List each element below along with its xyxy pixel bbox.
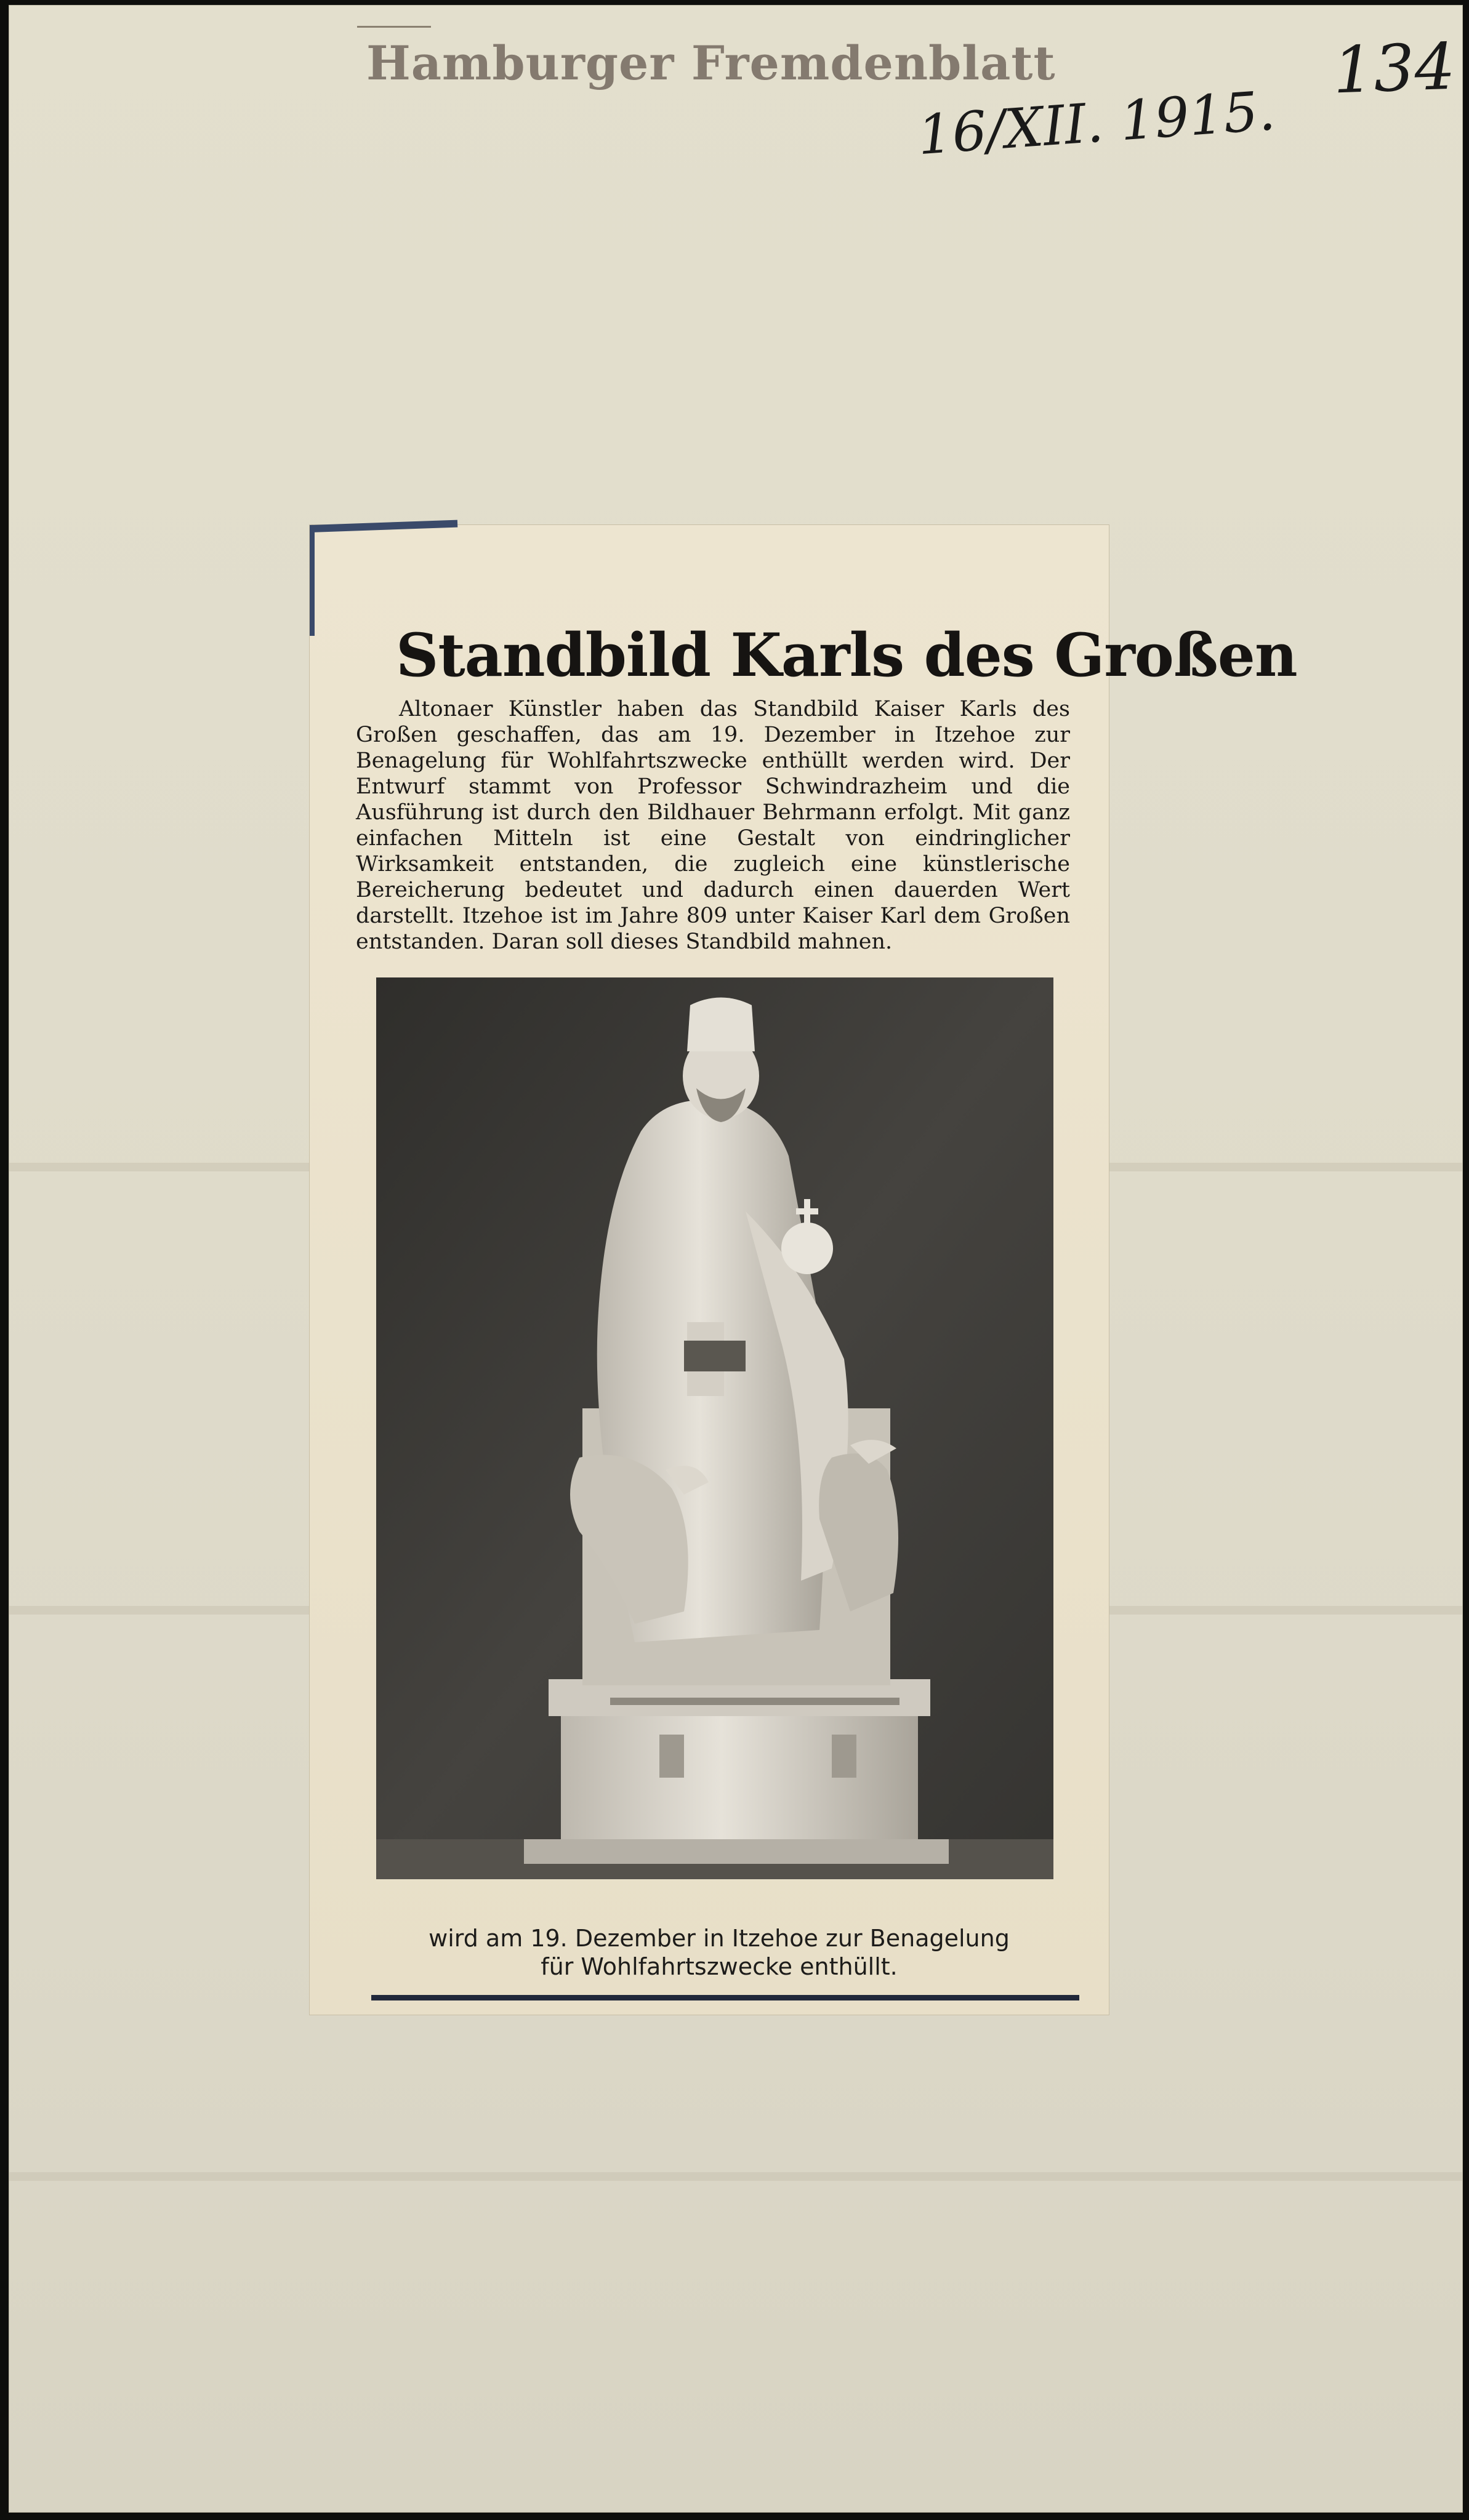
stamp-rule xyxy=(357,26,431,28)
newspaper-clipping xyxy=(310,525,1297,2015)
article-headline: Standbild Karls des Großen xyxy=(396,620,1297,690)
statue-photo xyxy=(376,977,1053,1879)
caption-line: für Wohlfahrtszwecke enthüllt. xyxy=(541,1953,898,1980)
statue-image xyxy=(376,977,1053,1879)
caption-rule xyxy=(371,1995,1079,2000)
article-body xyxy=(356,696,1070,955)
blue-edge-mark xyxy=(310,525,315,636)
photo-caption xyxy=(371,1924,1067,1981)
handwritten-date: 16/XII. 1915. xyxy=(916,78,1278,167)
archive-number: 134 xyxy=(1331,28,1457,108)
article-paragraph: Altonaer Künstler haben das Standbild Kaiser Karls des Großen geschaffen, das am 19. Dezember in Itzehoe zur Benagelung für Wohlfahrtszwecke enthüllt werden wird. Der Entwurf stammt von Professor Schwindrazheim und die Ausführung ist durch den Bildhauer Behrmann erfolgt. Mit ganz einfachen Mitteln ist eine Gestalt von eindringlicher Wirksamkeit entstanden, die zugleich eine künstlerische Bereicherung bedeutet und dadurch einen dauerden Wert darstellt. Itzehoe ist im Jahre 809 unter Kaiser Karl dem Großen entstanden. Daran soll dieses Standbild mahnen. xyxy=(356,697,1070,954)
publication-stamp: Hamburger Fremdenblatt xyxy=(366,36,1056,90)
caption-line: wird am 19. Dezember in Itzehoe zur Benagelung xyxy=(429,1925,1010,1952)
paper-fold xyxy=(9,2172,1462,2181)
